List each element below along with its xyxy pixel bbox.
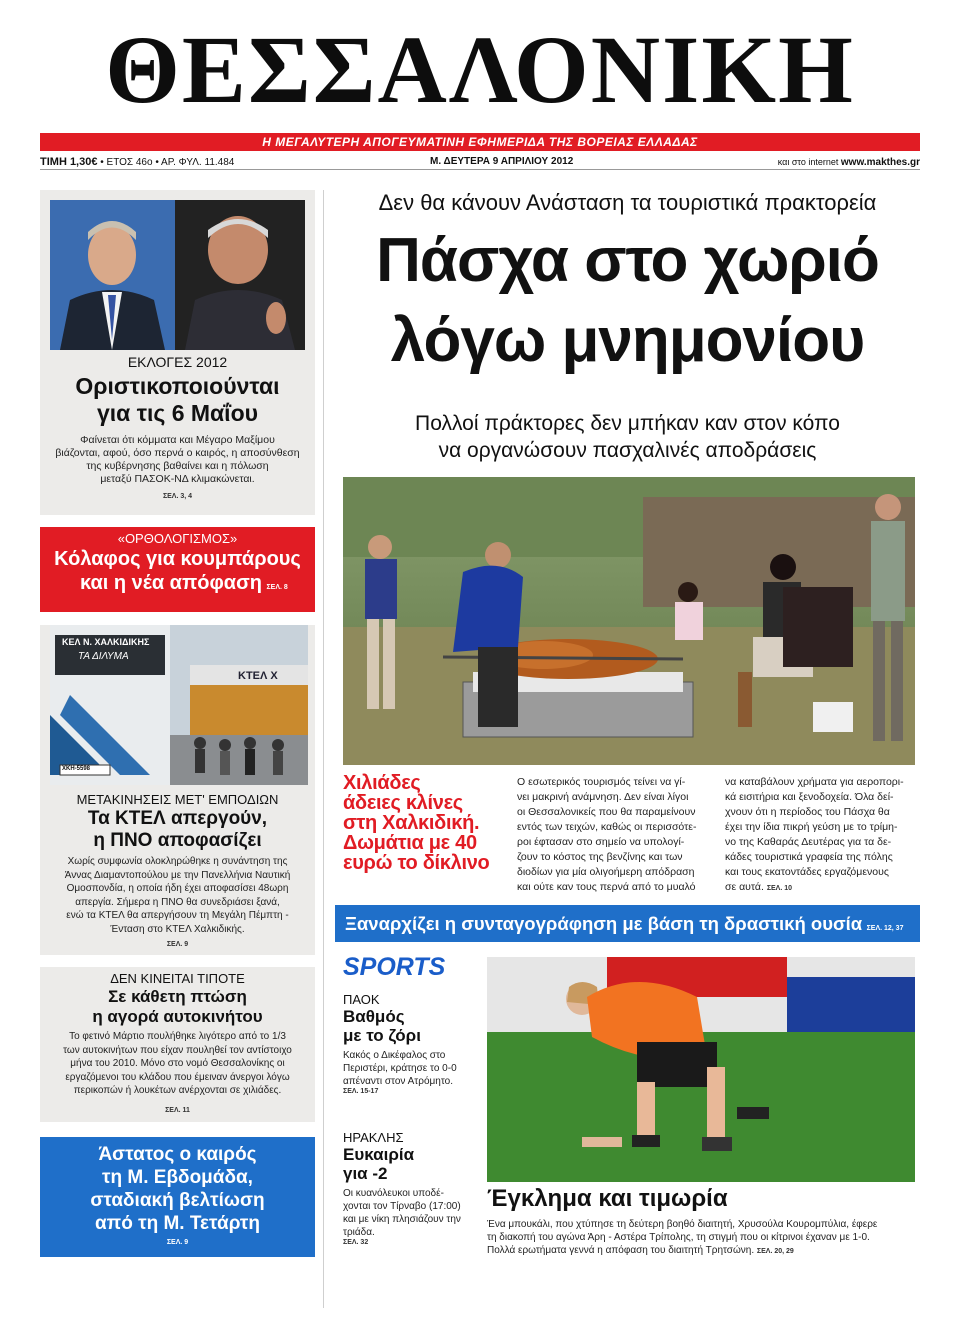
paok-body — [343, 1049, 478, 1088]
lead-kicker: Δεν θα κάνουν Ανάσταση τα τουριστικά πρακτορεία — [378, 190, 877, 215]
iraklis-title-line1[interactable]: Ευκαιρία — [343, 1145, 415, 1164]
ktel-title-line2[interactable]: η ΠΝΟ αποφασίζει — [93, 830, 262, 851]
iraklis-kicker: ΗΡΑΚΛΗΣ — [343, 1130, 404, 1145]
weather-box — [40, 1137, 315, 1257]
lead-subhead-line2: να οργανώσουν πασχαλινές αποδράσεις — [438, 439, 817, 462]
lead-red-callout — [343, 773, 503, 873]
lead-body-line: κάδες τουριστικά γραφεία της πόλης — [725, 851, 893, 863]
elections-body-line: βιάζονται, αφού, όσο περνά ο καιρός, η αποσύνθεση — [55, 447, 300, 459]
referee-body — [487, 1218, 917, 1258]
ktel-kicker: ΜΕΤΑΚΙΝΗΣΕΙΣ ΜΕΤ' ΕΜΠΟΔΙΩΝ — [76, 792, 279, 807]
lead-body-column2 — [725, 775, 920, 896]
lead-page-ref: ΣΕΛ. 10 — [766, 885, 793, 892]
ktel-body-line: Άννας Διαμαντοπούλου με την Πανελλήνια Ναυτική — [64, 869, 291, 881]
elections-kicker: ΕΚΛΟΓΕΣ 2012 — [127, 354, 228, 370]
red-callout-line: στη Χαλκιδική. — [343, 812, 480, 834]
elections-body-line: Φαίνεται ότι κόμματα και Μέγαρο Μαξίμου — [80, 434, 275, 446]
weather-line2[interactable]: τη Μ. Εβδομάδα, — [102, 1167, 253, 1188]
price-info — [40, 154, 234, 171]
red-callout-line: άδειες κλίνες — [343, 792, 463, 814]
weather-line1[interactable]: Άστατος ο καιρός — [98, 1144, 257, 1165]
column-divider — [323, 190, 324, 1308]
politicians-illustration — [50, 200, 305, 350]
ktel-page-ref: ΣΕΛ. 9 — [166, 941, 189, 948]
web-info — [778, 154, 920, 171]
elections-body-line: της κυβέρνησης βαθαίνει και η πόλωση — [86, 460, 269, 472]
easter-lamb-photo — [343, 477, 915, 765]
referee-body-line: τη διακοπή του αγώνα Άρη - Αστέρα Τρίπολης, τη στιγμή που οι κίτρινοι έχαναν με 1-0. — [487, 1232, 870, 1243]
lead-body-line: να καταβάλουν χρήματα για αεροπορι- — [725, 776, 904, 788]
iraklis-body-line: χονται τον Τίρναβο (17:00) — [343, 1201, 461, 1212]
iraklis-title-line2[interactable]: για -2 — [343, 1164, 388, 1183]
easter-grill-illustration — [343, 477, 915, 765]
lead-body-line: νει μακρινή ανάμνηση. Δεν είναι λίγοι — [517, 791, 689, 803]
ktel-box — [40, 625, 315, 955]
referee-photo — [487, 957, 915, 1182]
referee-illustration — [487, 957, 915, 1182]
issue-number: • ΕΤΟΣ 46ο • ΑΡ. ΦΥΛ. 11.484 — [100, 157, 235, 168]
issue-info-line — [40, 154, 920, 170]
bus-plate: ΧΚΗ-5598 — [62, 766, 91, 772]
lead-body-line: κά εισιτήρια και ξενοδοχεία. Όλα δεί- — [725, 791, 894, 803]
lead-body-line: διοδίων για μία ολιγοήμερη απόδραση — [517, 866, 695, 878]
elections-body-line: μεταξύ ΠΑΣΟΚ-ΝΔ κλιμακώνεται. — [100, 473, 255, 485]
red-callout-line: ευρώ το δίκλινο — [343, 852, 490, 874]
lead-body-line: ροι έφτασαν στο σημείο να υπολογί- — [517, 836, 685, 848]
ktel-body — [43, 855, 312, 936]
elections-body — [45, 434, 310, 486]
referee-body-line: Πολλά ερωτήματα γεννά η απόφαση του διαιτητή Τρητσώνη. — [487, 1245, 755, 1256]
lead-body-line: και ούτε καν τους περνά από το μυαλό — [517, 881, 696, 893]
cars-body-line: Το φετινό Μάρτιο πουλήθηκε λιγότερο από το 1/3 — [69, 1031, 286, 1042]
referee-headline[interactable]: Έγκλημα και τιμωρία — [487, 1185, 728, 1212]
referee-page-ref: ΣΕΛ. 20, 29 — [756, 1248, 794, 1255]
lead-body-line: και τους εκατοντάδες εργαζόμενους — [725, 866, 889, 878]
cars-body-line: περικοπών ή λουκέτων ανέρχονται σε χιλιάδες. — [73, 1085, 282, 1096]
cars-title-line1[interactable]: Σε κάθετη πτώση — [108, 987, 247, 1006]
paok-story — [343, 992, 478, 1095]
iraklis-page-ref: ΣΕΛ. 32 — [343, 1239, 369, 1246]
red-callout-line: Δωμάτια με 40 — [343, 832, 477, 854]
red-box-title-line1[interactable]: Κόλαφος για κουμπάρους — [54, 548, 301, 570]
prescription-page-ref: ΣΕΛ. 12, 37 — [866, 925, 904, 932]
sports-label: SPORTS — [343, 953, 446, 981]
cars-body-line: μήνα του 2010. Μόνο στο νομό Θεσσαλονίκης οι — [70, 1058, 285, 1069]
lead-body-line: νο της Καθαράς Δευτέρας για τα δε- — [725, 836, 892, 848]
red-box-page-ref: ΣΕΛ. 8 — [266, 584, 288, 591]
ktel-title-line1[interactable]: Τα ΚΤΕΛ απεργούν, — [87, 808, 268, 829]
referee-body-line: Ένα μπουκάλι, που χτύπησε τη δεύτερη βοηθό διαιτητή, Χρυσούλα Κουρομπύλια, έφερε — [487, 1219, 878, 1230]
paok-page-ref: ΣΕΛ. 15-17 — [343, 1088, 379, 1095]
cars-title-line2[interactable]: η αγορά αυτοκινήτου — [92, 1007, 263, 1026]
masthead-title: ΘΕΣΣΑΛΟΝΙΚΗ — [105, 16, 855, 123]
red-callout-line: Χιλιάδες — [343, 772, 421, 794]
cars-box — [40, 967, 315, 1122]
ktel-body-line: ενώ τα ΚΤΕΛ θα απεργήσουν τη Μεγάλη Πέμπτη - — [66, 910, 289, 921]
ktel-body-line: Χωρίς συμφωνία ολοκληρώθηκε η συνάντηση της — [67, 856, 288, 867]
paok-body-line: Κακός ο Δικέφαλος στο — [343, 1050, 446, 1061]
iraklis-body-line: Οι κυανόλευκοι υποδέ- — [343, 1188, 444, 1199]
ktel-body-line: Ομοσπονδία, η οποία ήδη έχει αποφασίσει 48ωρη — [66, 883, 289, 894]
elections-title-line1[interactable]: Οριστικοποιούνται — [75, 373, 280, 399]
lead-body-column1 — [517, 775, 717, 895]
ktel-body-line: Ένταση στο ΚΤΕΛ Χαλκιδικής. — [110, 923, 245, 935]
website-link[interactable]: www.makthes.gr — [840, 157, 920, 168]
red-news-box — [40, 527, 315, 612]
bus-sign-line2: ΤΑ ΔΙΛΥΜΑ — [78, 651, 129, 662]
paok-title-line2[interactable]: με το ζόρι — [343, 1026, 421, 1045]
cars-body-line: των αυτοκινήτων που είχαν πουληθεί τον αντίστοιχο — [63, 1044, 292, 1056]
cars-page-ref: ΣΕΛ. 11 — [165, 1107, 190, 1114]
paok-body-line: απέναντι στον Ατρόμητο. — [343, 1076, 453, 1087]
lead-body-line: χνουν ότι η περίοδος του Πάσχα θα — [725, 806, 890, 818]
price: ΤΙΜΗ 1,30€ — [40, 156, 98, 168]
paok-title-line1[interactable]: Βαθμός — [343, 1007, 405, 1026]
weather-line3[interactable]: σταδιακή βελτίωση — [90, 1190, 265, 1211]
issue-date: Μ. ΔΕΥΤΕΡΑ 9 ΑΠΡΙΛΙΟΥ 2012 — [430, 156, 574, 167]
iraklis-body-line: και με νίκη πλησιάζουν την — [343, 1214, 461, 1225]
ktel-body-line: απεργία. Σήμερα η ΠΝΟ θα συνεδριάσει ξανά, — [75, 896, 280, 908]
cars-body — [43, 1030, 312, 1098]
cars-kicker: ΔΕΝ ΚΙΝΕΙΤΑΙ ΤΙΠΟΤΕ — [110, 971, 245, 986]
paok-body-line: Περιστέρι, κράτησε το 0-0 — [343, 1063, 457, 1074]
iraklis-body — [343, 1187, 478, 1239]
elections-box — [40, 190, 315, 515]
masthead-tagline: Η ΜΕΓΑΛΥΤΕΡΗ ΑΠΟΓΕΥΜΑΤΙΝΗ ΕΦΗΜΕΡΙΔΑ ΤΗΣ ΒΟΡΕΙΑΣ ΕΛΛΑΔΑΣ — [40, 133, 920, 151]
red-box-title-line2-wrap — [80, 571, 315, 600]
prescription-headline[interactable]: Ξαναρχίζει η συνταγογράφηση με βάση τη δραστική ουσία — [345, 913, 863, 934]
red-box-title-line2[interactable]: και η νέα απόφαση — [80, 572, 262, 594]
prescription-bar[interactable] — [335, 905, 920, 942]
lead-body-line: σε αυτά. — [725, 881, 764, 893]
lead-body-line: έχει την ίδια πικρή γεύση με το τρίμη- — [725, 821, 898, 833]
bus-station-illustration — [50, 625, 308, 785]
elections-title-line2[interactable]: για τις 6 Μαΐου — [96, 400, 259, 426]
lead-body-line: οι Θεσσαλονικείς που θα παραμείνουν — [517, 806, 696, 818]
lead-headline-line1[interactable]: Πάσχα στο χωριό — [376, 226, 879, 295]
lead-body-line: Ο εσωτερικός τουρισμός τείνει να γί- — [517, 776, 686, 788]
lead-subhead-line1: Πολλοί πράκτορες δεν μπήκαν καν στον κόπο — [415, 412, 840, 435]
red-box-kicker: «ΟΡΘΟΛΟΓΙΣΜΟΣ» — [117, 531, 238, 546]
station-sign: ΚΤΕΛ Χ — [238, 670, 278, 682]
iraklis-story — [343, 1130, 478, 1246]
ktel-photo — [50, 625, 308, 785]
politicians-photo — [50, 200, 305, 350]
paok-kicker: ΠΑΟΚ — [343, 992, 380, 1007]
cars-body-line: εργαζόμενοι του κλάδου που έμειναν άνεργοι λόγω — [65, 1071, 290, 1083]
lead-body-line: εντός των τειχών, καθώς οι περισσότε- — [517, 821, 697, 833]
bus-sign-line1: ΚΕΛ Ν. ΧΑΛΚΙΔΙΚΗΣ — [62, 637, 150, 647]
elections-page-ref: ΣΕΛ. 3, 4 — [162, 493, 193, 500]
weather-page-ref: ΣΕΛ. 9 — [166, 1239, 189, 1246]
weather-line4[interactable]: από τη Μ. Τετάρτη — [94, 1213, 261, 1234]
web-prefix: και στο internet — [777, 157, 839, 167]
lead-headline-line2[interactable]: λόγω μνημονίου — [390, 306, 865, 375]
lead-body-line: ζουν το κόστος της βενζίνης και των — [517, 851, 683, 863]
iraklis-body-line: τριάδα. — [343, 1227, 375, 1238]
